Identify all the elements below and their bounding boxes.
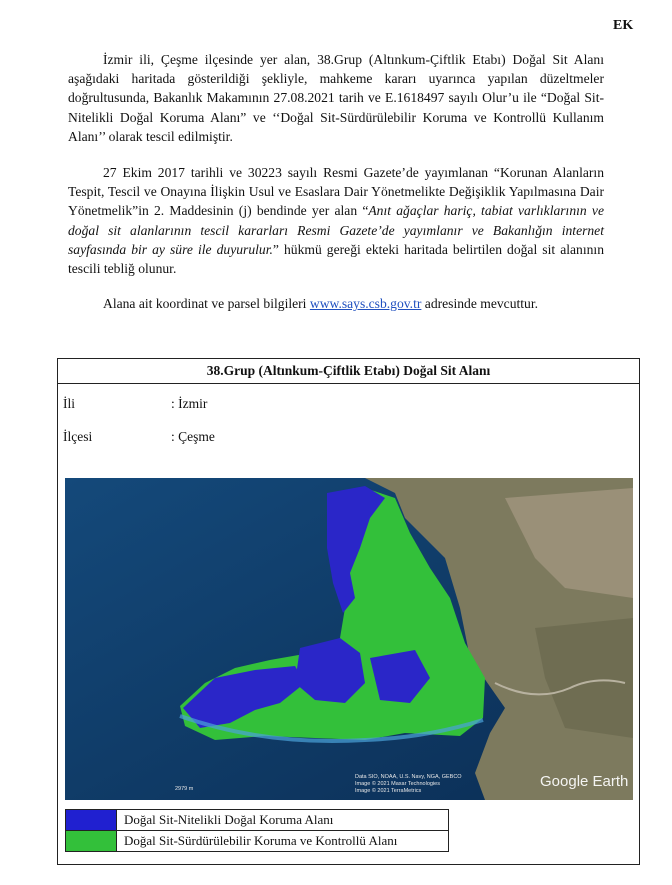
legend-item-qualified bbox=[66, 810, 448, 831]
site-info-box bbox=[57, 358, 640, 865]
regulation-quote: Anıt ağaçlar hariç, tabiat varlıklarının ve doğal sit alanlarının tescil kararları Resmi Gazete’de yayımlanır ve Bakanlığın internet sayfasında bir ay süre ile duyurulur. bbox=[68, 203, 604, 257]
legend-label-qualified: Doğal Sit-Nitelikli Doğal Koruma Alanı bbox=[124, 812, 334, 827]
legend-item-sustainable bbox=[66, 831, 448, 851]
map-legend bbox=[65, 809, 449, 852]
attribution-line-2: Image © 2021 Maxar Technologies bbox=[355, 781, 440, 787]
paragraph-regulation bbox=[68, 163, 604, 278]
legend-swatch-blue bbox=[66, 810, 117, 830]
paragraph-registration: İzmir ili, Çeşme ilçesinde yer alan, 38.Grup (Altınkum-Çiftlik Etabı) Doğal Sit Alanı aşağıdaki haritada gösterildiği şekliyle, mahkeme kararı uyarınca yapılan düzeltmeler doğrultusunda, Bakanlık Makamının 27.08.2021 tarih ve E.1618497 sayılı Olur’u ile “Doğal Sit-Nitelikli Doğal Koruma Alanı” ve ‘‘Doğal Sit-Sürdürülebilir Koruma ve Kontrollü Kullanım Alanı’’ olarak tescil edilmiştir. bbox=[68, 52, 604, 144]
coordinates-text-end: adresinde mevcuttur. bbox=[421, 296, 539, 311]
says-link[interactable]: www.says.csb.gov.tr bbox=[309, 296, 422, 311]
coordinates-text-start: Alana ait koordinat ve parsel bilgileri bbox=[103, 296, 310, 311]
attribution-line-3: Image © 2021 TerraMetrics bbox=[355, 788, 422, 794]
regulation-text-start: 27 Ekim 2017 tarihli ve 30223 sayılı Resmi Gazete’de yayımlanan “Korunan Alanların Tespit, Tescil ve Onayına İlişkin Usul ve Esaslara Dair Yönetmelikte Değişiklik Yapılmasına Dair Yönetmelik”in 2. Maddesinin (j) bendinde yer alan “ bbox=[68, 165, 604, 219]
annex-label: EK bbox=[613, 18, 634, 33]
regulation-text-end: ” hükmü gereği ekteki haritada belirtilen doğal sit alanının tescili tebliğ olunur. bbox=[68, 241, 604, 277]
site-title: 38.Grup (Altınkum-Çiftlik Etabı) Doğal Sit Alanı bbox=[58, 359, 639, 384]
attribution-line-1: Data SIO, NOAA, U.S. Navy, NGA, GEBCO bbox=[355, 774, 462, 780]
map-svg bbox=[65, 478, 633, 800]
province-label: İli bbox=[63, 396, 75, 411]
legend-label-sustainable: Doğal Sit-Sürdürülebilir Koruma ve Kontrollü Alanı bbox=[124, 833, 398, 848]
satellite-map bbox=[65, 478, 633, 800]
district-value: : Çeşme bbox=[171, 429, 215, 444]
paragraph-coordinates bbox=[68, 294, 604, 313]
province-value: : İzmir bbox=[171, 396, 208, 411]
google-earth-logo: Google Earth bbox=[540, 773, 629, 790]
legend-swatch-green bbox=[66, 831, 117, 851]
scale-label: 2979 m bbox=[175, 786, 194, 792]
district-label: İlçesi bbox=[63, 429, 93, 444]
